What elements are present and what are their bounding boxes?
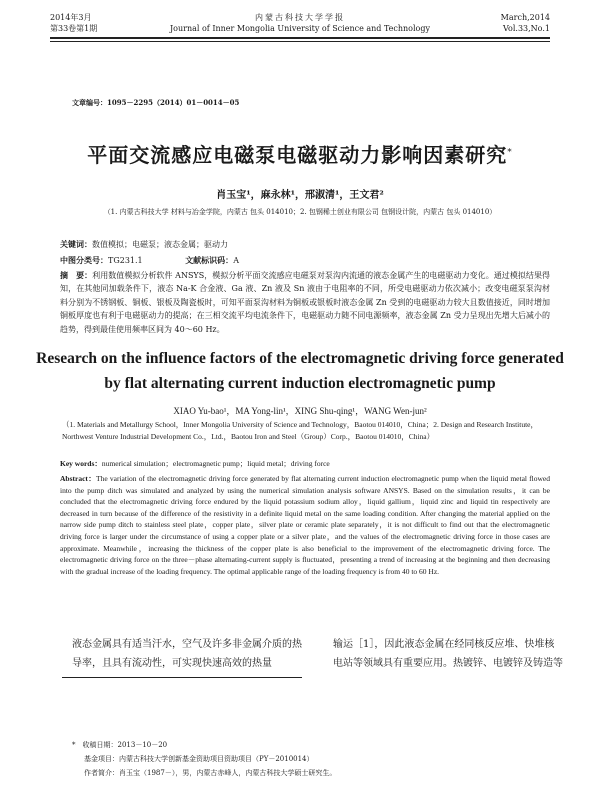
doc-code-value: A xyxy=(233,256,239,265)
journal-name-en: Journal of Inner Mongolia University of Science and Technology xyxy=(169,24,431,33)
header-date-cn: 2014年3月 xyxy=(50,13,92,22)
header-date-en: March,2014 xyxy=(500,13,550,22)
clc-value: TG231.1 xyxy=(108,256,143,265)
abstract-cn-label: 摘 要： xyxy=(60,270,93,280)
keywords-en xyxy=(60,458,550,469)
body-column-right: 输运［1］，因此液态金属在经同核反应堆、快堆核电站等领域具有重要应用。热镀锌、电镀锌及铸造等 xyxy=(333,639,563,669)
header-volume-en: Vol.33,No.1 xyxy=(503,24,550,33)
title-footnote-mark: * xyxy=(507,147,513,158)
journal-name-cn: 内蒙古科技大学学报 xyxy=(255,13,345,22)
doc-code-label: 文献标识码： xyxy=(185,255,234,265)
received-date: 收稿日期：2013－10－20 xyxy=(82,741,168,749)
header-center xyxy=(150,12,450,34)
authors-en: XIAO Yu-bao¹，MA Yong-lin¹，XING Shu-qing¹，WANG Wen-jun² xyxy=(173,406,427,416)
title-cn-text: 平面交流感应电磁泵电磁驱动力影响因素研究 xyxy=(87,143,508,167)
keywords-cn-text: 数值模拟；电磁泵；液态金属；驱动力 xyxy=(92,240,228,249)
affiliation-cn: （1. 内蒙古科技大学 材料与冶金学院，内蒙古 包头 014010；2. 包钢稀土创业有限公司 包钢设计院，内蒙古 包头 014010） xyxy=(103,208,497,216)
footnote-fund: 基金项目：内蒙古科技大学创新基金资助项目资助项目（PY－2010014） xyxy=(84,755,314,763)
footnote-rule xyxy=(62,677,302,678)
clc-label: 中图分类号： xyxy=(60,255,108,265)
header-volume-cn: 第33卷第1期 xyxy=(50,24,98,33)
header-rule xyxy=(50,37,550,39)
footnote-author: 作者简介：肖玉宝（1987－），男，内蒙古赤峰人，内蒙古科技大学硕士研究生。 xyxy=(84,769,337,777)
page-title-en: Research on the influence factors of the electromagnetic driving force generated by flat alternating current induction electromagnetic pump xyxy=(36,350,564,392)
authors-cn: 肖玉宝¹，麻永林¹，邢淑清¹，王文君² xyxy=(216,190,384,201)
abstract-cn xyxy=(60,269,550,336)
abstract-en xyxy=(60,473,550,577)
body-column-left: 液态金属具有适当汗水，空气及许多非金属介质的热导率，且具有流动性，可实现快速高效的热量 xyxy=(72,639,302,669)
article-number: 文章编号：1095－2295（2014）01－0014－05 xyxy=(72,98,240,107)
classification-line xyxy=(60,255,550,266)
keywords-cn xyxy=(60,239,550,250)
keywords-cn-label: 关键词： xyxy=(60,239,92,249)
header-right xyxy=(420,12,550,34)
keywords-en-label: Key words： xyxy=(60,459,102,468)
abstract-en-label: Abstract： xyxy=(60,474,97,483)
footnote-star: * xyxy=(72,741,83,749)
footnote-received xyxy=(72,739,552,751)
abstract-en-text: The variation of the electromagnetic driving force generated by flat alternating current induction electromagnetic pump when the liquid metal flowed into the pump ditch was simulated and analyzed by using the numerical simulation analysis software ANSYS. Based on the simulation results，it can be concluded that the electromagnetic driving force endured by the liquid potassium sodium alloy，liquid gallium，liquid zinc and liquid tin respectively are decreased in turn because of the difference of the resistivity in a definite liquid metal on the same loading condition. After changing the material applied on the narrow side pump ditch to stainless steel plate，copper plate，silver plate or ceramic plate separately，it is not difficult to find out that the electromagnetic driving force is larger under the circumstance of using a copper plate or a silver plate，and the values of the electromagnetic driving force in those cases are approximate. Meanwhile，increasing the thickness of the copper plate is also beneficial to the improvement of the electromagnetic driving force. The electromagnetic driving force on the three－phase alternating-current supply is fluctuated，presenting a trend of increasing at the beginning and then decreasing with the gradual increase of the loading frequency. The optimal applicable range of the loading frequency is from 40 to 60 Hz. xyxy=(60,474,550,576)
keywords-en-text: numerical simulation；electromagnetic pump；liquid metal；driving force xyxy=(101,459,330,468)
page-title-cn xyxy=(40,139,560,168)
affiliation-en: （1. Materials and Metallurgy School，Inner Mongolia University of Science and Technology，Baotou 014010，China；2. Design and Research Institute，Northwest Venture Industrial Development Co.，Ltd.，Baotou Iron and Steel（Group）Corp.，Baotou 014010，China） xyxy=(62,420,538,441)
header-rule-thin xyxy=(50,41,550,42)
abstract-cn-text: 利用数值模拟分析软件 ANSYS，模拟分析平面交流感应电磁泵对泵沟内流通的液态金属产生的电磁驱动力变化。通过模拟结果得知，在其他同加载条件下，液态 Na-K 合金液、Ga 液、Zn 液及 Sn 液由于电阻率的不同，所受电磁驱动力依次减小；改变电磁泵泵沟材料分别为不锈钢板、铜板、银板及陶瓷板时，可知平面泵沟材料为铜板或银板时液态金属 Zn 受到的电磁驱动力较大且数值接近，同时增加铜板厚度也有利于电磁驱动力的提高；在三相交流平均电流条件下，电磁驱动力随不同电源频率，液态金属 Zn 受力呈现出先增大后减小的趋势，得到最佳使用频率区间为 40～60 Hz。 xyxy=(60,271,550,334)
